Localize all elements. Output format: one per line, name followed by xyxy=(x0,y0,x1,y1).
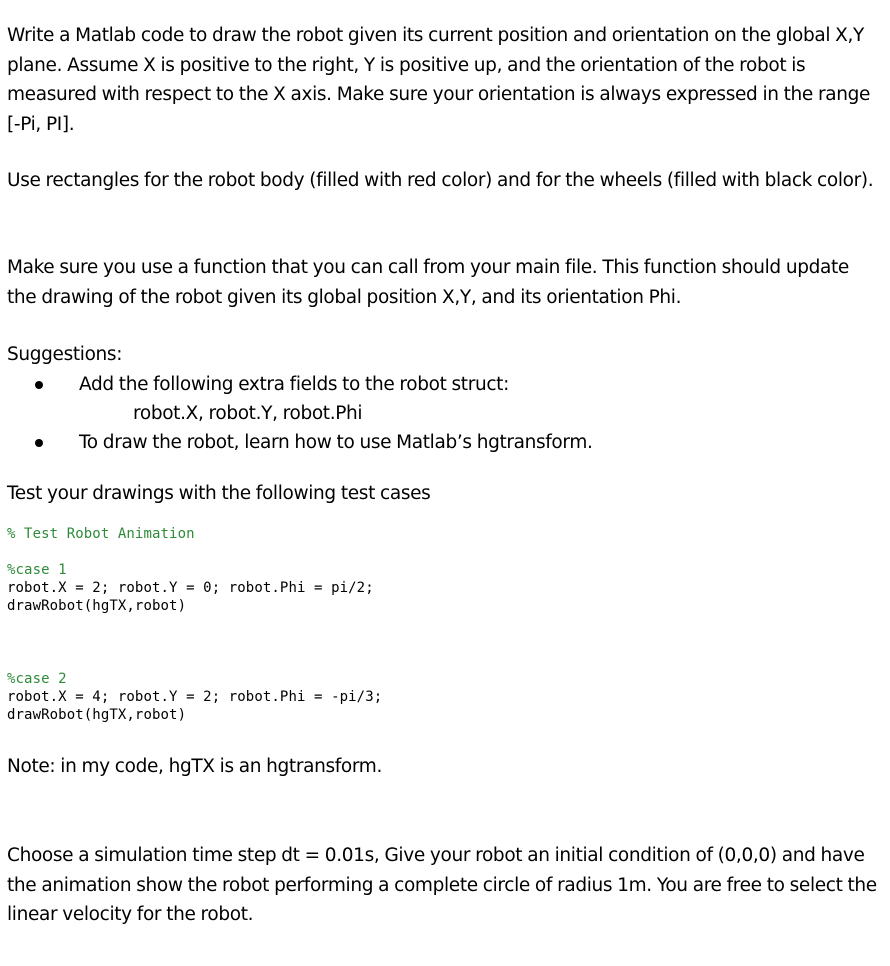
code-comment: %case 2 xyxy=(7,671,67,687)
note-paragraph: Note: in my code, hgTX is an hgtransform. xyxy=(7,756,382,777)
function-paragraph: Make sure you use a function that you can call from your main file. This function should update the drawing of the robot given its global position X,Y, and its orientation Phi. xyxy=(7,257,849,308)
suggestion-text: To draw the robot, learn how to use Matlab’s hgtransform. xyxy=(79,432,593,453)
simulation-paragraph: Choose a simulation time step dt = 0.01s, Give your robot an initial condition of (0,0,0) and have the animation show the robot performing a complete circle of radius 1m. You are free to select the linear velocity for the robot. xyxy=(7,845,877,925)
code-title-comment: % Test Robot Animation xyxy=(7,526,195,542)
code-comment: %case 1 xyxy=(7,562,67,578)
bullet-icon xyxy=(35,381,43,389)
code-line: drawRobot(hgTX,robot) xyxy=(7,598,187,614)
suggestion-detail-text: robot.X, robot.Y, robot.Phi xyxy=(133,403,363,424)
bullet-icon xyxy=(35,439,43,447)
test-heading: Test your drawings with the following test cases xyxy=(7,483,431,504)
code-line: robot.X = 2; robot.Y = 0; robot.Phi = pi/2; xyxy=(7,580,374,596)
intro-paragraph: Write a Matlab code to draw the robot given its current position and orientation on the global X,Y plane. Assume X is positive to the right, Y is positive up, and the orientation of the robot is measured with respect to the X axis. Make sure your orientation is always expressed in the range [-Pi, PI]. xyxy=(7,25,871,135)
code-block-case2 xyxy=(7,670,382,724)
shapes-paragraph: Use rectangles for the robot body (filled with red color) and for the wheels (filled with black color). xyxy=(7,170,874,191)
code-line: drawRobot(hgTX,robot) xyxy=(7,707,187,723)
suggestion-text: Add the following extra fields to the robot struct: xyxy=(79,374,509,395)
code-block-case1 xyxy=(7,561,374,615)
code-line: robot.X = 4; robot.Y = 2; robot.Phi = -pi/3; xyxy=(7,689,383,705)
suggestions-heading: Suggestions: xyxy=(7,344,123,365)
